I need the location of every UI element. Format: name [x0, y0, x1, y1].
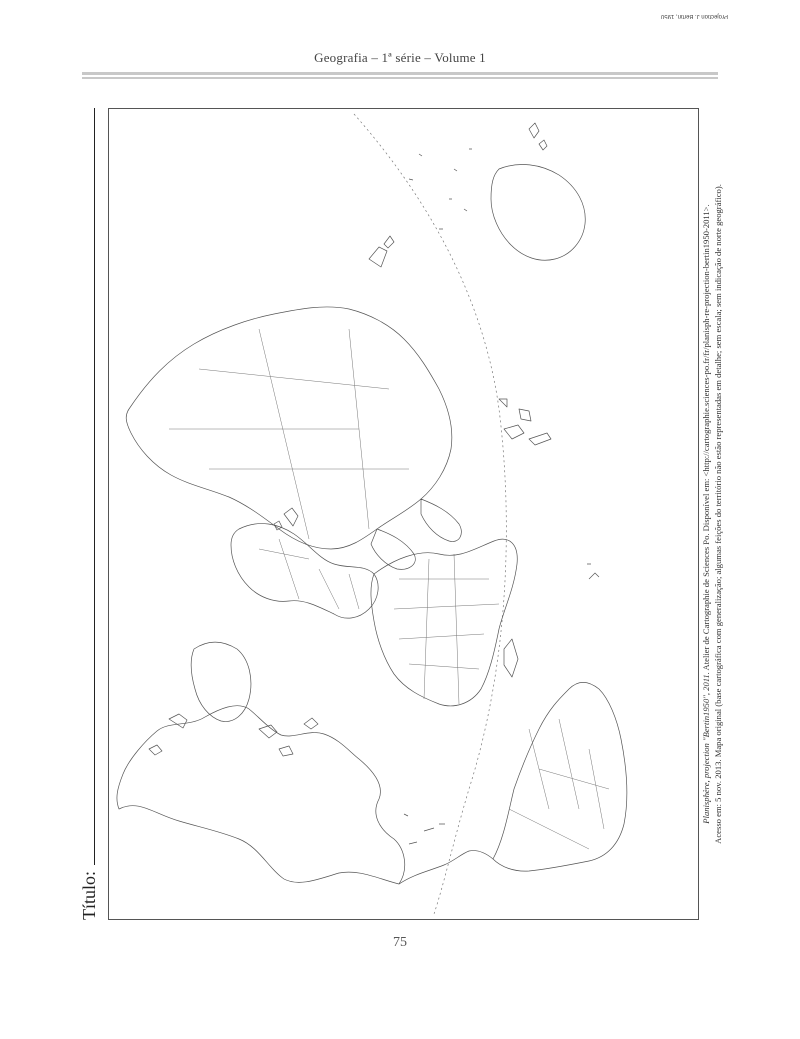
central-america [399, 851, 493, 884]
indonesia [499, 399, 551, 445]
caption-source-rest: Atelier de Cartographie de Sciences Po. Disponível em: <http://cartographie.sciences-po.fr/fr/planisph-re-projection-bertin1950-2011>. [701, 204, 711, 673]
asia [126, 307, 452, 549]
world-map [109, 109, 698, 919]
caption-source-title: Planisphère, projection "Bertin1950", 2011. [701, 672, 711, 824]
map-caption [700, 108, 728, 920]
arctic-islands [149, 714, 318, 756]
pacific-islands [409, 149, 472, 229]
page-number: 75 [393, 935, 407, 950]
antarctica-fragment [587, 564, 599, 579]
caption-access-note: Acesso em: 5 nov. 2013. Mapa original (base cartográfica com generalização; algumas feições do território não estão representadas em detalhe; sem escala; sem indicação de norte geográfico). [713, 184, 723, 844]
australia [491, 164, 585, 260]
projection-boundary [354, 114, 506, 914]
header-rule-top [82, 72, 718, 75]
header-title: Geografia – 1ª série – Volume 1 [314, 50, 486, 65]
projection-credit: Projection J. Bertin, 1950 [660, 13, 728, 19]
new-zealand [529, 123, 547, 150]
header-rule-bottom [82, 77, 718, 79]
title-write-line[interactable] [94, 108, 95, 865]
title-field[interactable] [72, 108, 98, 920]
africa [371, 539, 517, 706]
south-america [493, 682, 627, 871]
arabian-peninsula [371, 529, 415, 569]
caribbean-islands [404, 814, 445, 844]
british-isles [274, 508, 298, 530]
madagascar [504, 639, 518, 677]
north-america [117, 706, 405, 884]
europe [231, 524, 378, 619]
japan [369, 236, 394, 267]
indian-subcontinent [421, 499, 461, 542]
title-label: Título: [79, 871, 99, 920]
